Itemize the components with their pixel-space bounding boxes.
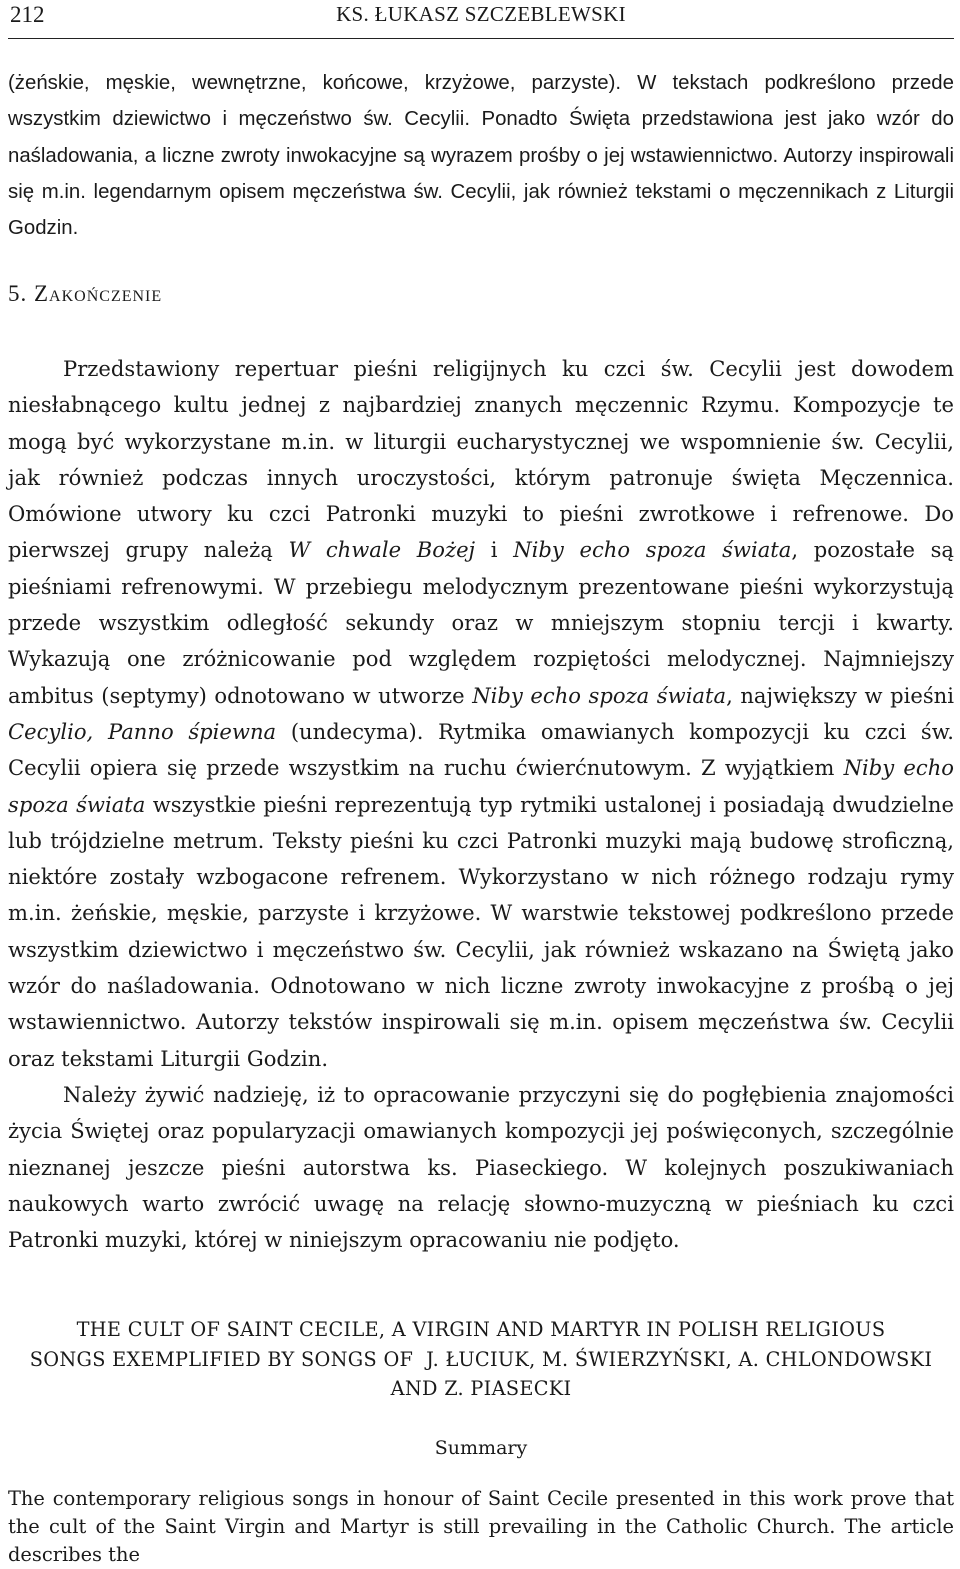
conclusion-section xyxy=(8,351,954,1258)
song-title: W chwale Bożej xyxy=(288,537,476,563)
text-run: wszystkie pieśni reprezentują typ rytmiki ustalonej i posiadają dwudzielne lub trójdzielne metrum. Teksty pieśni ku czci Patronki muzyki mają budowę stroficzną, niektóre zostały wzbogacone refrenem. Wykorzystano w nich różnego rodzaju rymy m.in. żeńskie, męskie, parzyste i krzyżowe. W warstwie tekstowej podkreślono przede wszystkim dziewictwo i męczeństwo św. Cecylii, jak również wskazano na Świętą jako wzór do naśladowania. Odnotowano w nich liczne zwroty inwokacyjne z prośbą o jej wstawiennictwo. Autorzy tekstów inspirowali się m.in. opisem męczeństwa św. Cecylii oraz tekstami Liturgii Godzin. xyxy=(8,791,954,1071)
summary-text: The contemporary religious songs in honour of Saint Cecile presented in this work prove that the cult of the Saint Virgin and Martyr is still prevailing in the Catholic Church. The article describes the xyxy=(8,1487,954,1566)
intro-paragraph: (żeńskie, męskie, wewnętrzne, końcowe, krzyżowe, parzyste). W tekstach podkreślono przede wszystkim dziewictwo i męczeństwo św. Cecylii. Ponadto Święta przedstawiona jest jako wzór do naśladowania, a liczne zwroty inwokacyjne są wyrazem prośby o jej wstawiennictwo. Autorzy inspirowali się m.in. legendarnym opisem męczeństwa św. Cecylii, jak również tekstami o męczennikach z Liturgii Godzin. xyxy=(8,72,954,240)
conclusion-paragraph-2: Należy żywić nadzieję, iż to opracowanie przyczyni się do pogłębienia znajomości życia Świętej oraz popularyzacji omawianych kompozycji jej poświęconych, szczególnie nieznanej jeszcze pieśni autorstwa ks. Piaseckiego. W kolejnych poszukiwaniach naukowych warto zwrócić uwagę na relację słowno-muzyczną w pieśniach ku czci Patronki muzyki, której w niniejszym opracowaniu nie podjęto. xyxy=(8,1081,954,1253)
running-header xyxy=(8,0,954,39)
summary-block xyxy=(8,1315,954,1462)
running-title: KS. ŁUKASZ SZCZEBLEWSKI xyxy=(336,2,626,26)
song-title: Niby echo spoza świata xyxy=(472,682,727,708)
page-number: 212 xyxy=(10,2,45,27)
section-heading: 5. Zakończenie xyxy=(8,281,163,306)
conclusion-paragraph-1 xyxy=(8,351,954,1077)
song-title: Cecylio, Panno śpiewna xyxy=(8,718,277,744)
english-title-line-2: SONGS EXEMPLIFIED BY SONGS OF J. ŁUCIUK, M. ŚWIERZYŃSKI, A. CHLONDOWSKI xyxy=(29,1347,933,1371)
text-run: , pozostałe są pieśniami refrenowymi. W przebiegu melodycznym prezentowane pieśni wykorzystują przede wszystkim odległość sekundy oraz w mniejszym stopniu tercji i kwarty. Wykazują one zróżnicowanie pod względem rozpiętości melodycznej. Najmniejszy ambitus (septymy) odnotowano w utworze xyxy=(8,537,955,708)
english-title-line-1: THE CULT OF SAINT CECILE, A VIRGIN AND MARTYR IN POLISH RELIGIOUS xyxy=(76,1318,886,1341)
text-run: i xyxy=(475,537,514,563)
song-title: Niby echo spoza świata xyxy=(513,537,792,563)
summary-label: Summary xyxy=(434,1436,528,1459)
song-title: Niby echo spoza świata xyxy=(8,755,954,817)
text-run: (undecyma). Rytmika omawianych kompozycji ku czci św. Cecylii opiera się przede wszystkim na ruchu ćwierćnutowym. Z wyjątkiem xyxy=(8,718,954,781)
english-title-line-3: AND Z. PIASECKI xyxy=(390,1377,572,1400)
text-run: Przedstawiony repertuar pieśni religijnych ku czci św. Cecylii jest dowodem niesłabnącego kultu jednej z najbardziej znanych męczennic Rzymu. Kompozycje te mogą być wykorzystane m.in. w liturgii eucharystycznej we wspomnienie św. Cecylii, jak również podczas innych uroczystości, którym patronuje święta Męczennica. Omówione utwory ku czci Patronki muzyki to pieśni zwrotkowe i refrenowe. Do pierwszej grupy należą xyxy=(8,356,954,563)
text-run: , największy w pieśni xyxy=(726,682,955,708)
